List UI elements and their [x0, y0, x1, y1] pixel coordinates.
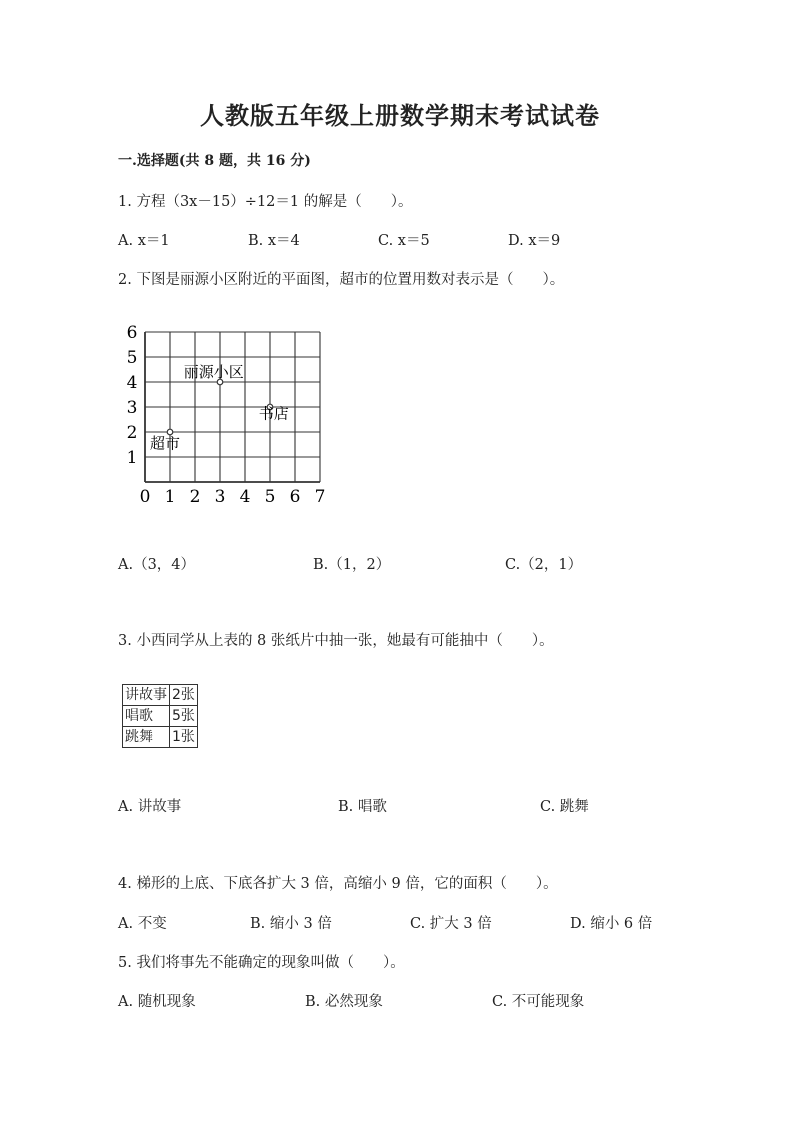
- question-3-option-b[interactable]: B. 唱歌: [338, 799, 387, 815]
- question-2-option-c[interactable]: C.（2，1）: [505, 557, 583, 573]
- question-1-option-d[interactable]: D. x＝9: [508, 233, 561, 249]
- table-cell: 跳舞: [123, 727, 170, 748]
- y-tick-label: 3: [126, 398, 138, 418]
- question-2-option-a[interactable]: A.（3，4）: [118, 557, 196, 573]
- x-tick-label: 7: [314, 487, 326, 507]
- question-3-stem: 3. 小西同学从上表的 8 张纸片中抽一张，她最有可能抽中（ ）。: [118, 633, 554, 649]
- map-grid: [145, 332, 320, 482]
- question-5-option-a[interactable]: A. 随机现象: [118, 994, 196, 1010]
- table-cell: 唱歌: [123, 706, 170, 727]
- question-1-option-a[interactable]: A. x＝1: [118, 233, 170, 249]
- question-4-option-a[interactable]: A. 不变: [118, 916, 167, 932]
- map-label-market: 超市: [150, 434, 181, 453]
- x-tick-label: 1: [164, 487, 176, 507]
- question-2-option-b[interactable]: B.（1，2）: [313, 557, 391, 573]
- y-tick-label: 6: [126, 323, 138, 343]
- y-tick-label: 1: [126, 448, 138, 468]
- table-cell: 1张: [170, 727, 198, 748]
- question-4-option-d[interactable]: D. 缩小 6 倍: [570, 916, 653, 932]
- map-ticks: [127, 323, 326, 507]
- table-cell: 5张: [170, 706, 198, 727]
- x-tick-label: 4: [239, 487, 251, 507]
- y-tick-label: 2: [126, 423, 138, 443]
- question-5-option-b[interactable]: B. 必然现象: [305, 994, 383, 1010]
- x-tick-label: 0: [139, 487, 151, 507]
- table-row: [123, 706, 198, 727]
- y-tick-label: 5: [126, 348, 138, 368]
- question-4-stem: 4. 梯形的上底、下底各扩大 3 倍，高缩小 9 倍，它的面积（ ）。: [118, 876, 558, 892]
- question-2-stem: 2. 下图是丽源小区附近的平面图，超市的位置用数对表示是（ ）。: [118, 272, 565, 288]
- question-5-option-c[interactable]: C. 不可能现象: [492, 994, 585, 1010]
- y-tick-label: 4: [126, 373, 138, 393]
- section-heading: 一.选择题(共 8 题，共 16 分): [118, 153, 311, 169]
- map-label-community: 丽源小区: [183, 363, 244, 381]
- table-row: [123, 727, 198, 748]
- tally-table: [122, 684, 198, 748]
- table-cell: 2张: [170, 685, 198, 706]
- question-3-option-a[interactable]: A. 讲故事: [118, 799, 182, 815]
- map-label-store: 书店: [258, 404, 289, 423]
- coordinate-map: [115, 320, 345, 510]
- page-title: 人教版五年级上册数学期末考试试卷: [200, 101, 600, 130]
- x-tick-label: 6: [289, 487, 301, 507]
- question-5-stem: 5. 我们将事先不能确定的现象叫做（ ）。: [118, 955, 405, 971]
- question-1-option-b[interactable]: B. x＝4: [248, 233, 300, 249]
- question-4-option-b[interactable]: B. 缩小 3 倍: [250, 916, 332, 932]
- table-cell: 讲故事: [123, 685, 170, 706]
- question-4-option-c[interactable]: C. 扩大 3 倍: [410, 916, 492, 932]
- question-3-option-c[interactable]: C. 跳舞: [540, 799, 589, 815]
- question-1-option-c[interactable]: C. x＝5: [378, 233, 430, 249]
- x-tick-label: 5: [264, 487, 276, 507]
- question-1-stem: 1. 方程（3x－15）÷12＝1 的解是（ ）。: [118, 194, 413, 210]
- x-tick-label: 2: [189, 487, 201, 507]
- x-tick-label: 3: [214, 487, 226, 507]
- table-row: [123, 685, 198, 706]
